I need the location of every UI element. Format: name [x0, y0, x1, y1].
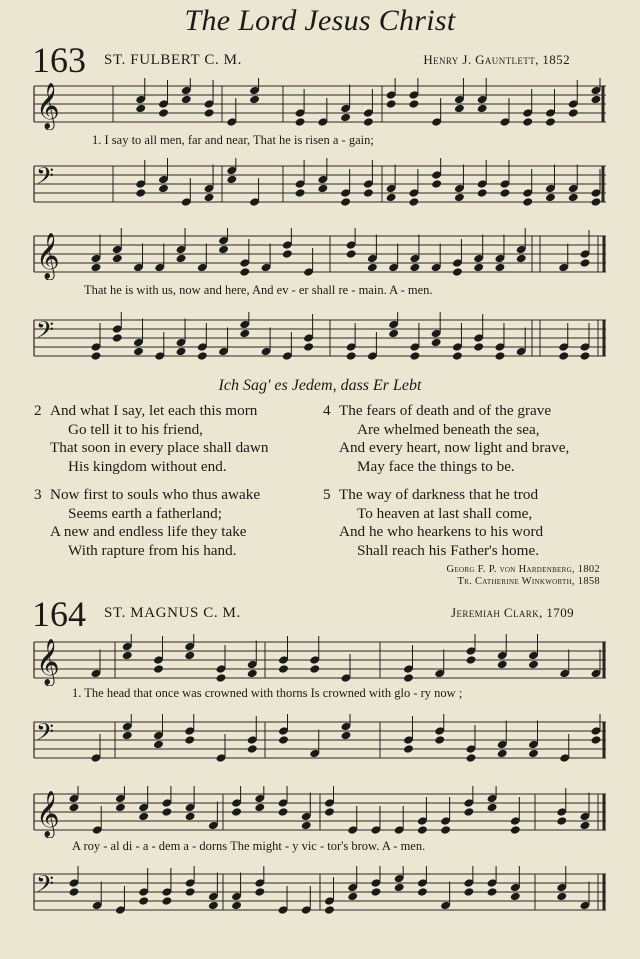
- svg-text:𝄞: 𝄞: [36, 83, 60, 129]
- verse-line: That soon in every place shall dawn: [50, 439, 269, 457]
- verse-line: And every heart, now light and brave,: [339, 439, 570, 457]
- lyric-line: That he is with us, now and here, And ev - er shall re - main. A - men.: [84, 283, 433, 297]
- hymn-subtitle: Ich Sag' es Jedem, dass Er Lebt: [218, 377, 422, 394]
- svg-text:𝄞: 𝄞: [36, 639, 60, 685]
- verse-line: Go tell it to his friend,: [68, 420, 203, 438]
- music-staff: [0, 158, 640, 210]
- composer: Henry J. Gauntlett, 1852: [423, 52, 570, 67]
- music-staff: [0, 228, 640, 280]
- hymn-number: 164: [32, 594, 86, 634]
- page-title: The Lord Jesus Christ: [184, 4, 456, 37]
- svg-text:𝄞: 𝄞: [36, 791, 60, 837]
- hymn-number: 163: [32, 40, 86, 80]
- credit-line: Tr. Catherine Winkworth, 1858: [457, 576, 600, 587]
- svg-text:𝄢: 𝄢: [36, 316, 55, 349]
- tune-name: ST. FULBERT C. M.: [104, 52, 242, 68]
- verse-2: [34, 402, 268, 476]
- verse-line: May face the things to be.: [357, 457, 515, 475]
- music-staff: [0, 866, 640, 918]
- music-staff: [0, 714, 640, 766]
- svg-text:𝄢: 𝄢: [36, 870, 55, 903]
- lyric-line: A roy - al di - a - dem a - dorns The might - y vic - tor's brow. A - men.: [72, 839, 426, 853]
- svg-text:𝄢: 𝄢: [36, 718, 55, 751]
- verse-number: 2: [34, 402, 42, 419]
- verse-line: And what I say, let each this morn: [50, 402, 258, 419]
- lyric-line: 1. The head that once was crowned with thorns Is crowned with glo - ry now ;: [72, 686, 463, 700]
- verse-4: [323, 402, 569, 476]
- music-staff: [0, 634, 640, 686]
- verse-line: To heaven at last shall come,: [357, 504, 533, 522]
- verse-line: Are whelmed beneath the sea,: [357, 420, 540, 438]
- music-staff: [0, 78, 640, 130]
- verse-number: 5: [323, 486, 331, 503]
- verse-line: The way of darkness that he trod: [339, 486, 539, 503]
- verse-line: A new and endless life they take: [50, 523, 247, 541]
- verse-number: 3: [34, 486, 42, 503]
- verse-5: [323, 486, 543, 560]
- verse-line: The fears of death and of the grave: [339, 402, 552, 419]
- verse-line: Now first to souls who thus awake: [50, 486, 261, 503]
- verse-line: With rapture from his hand.: [68, 541, 237, 559]
- verse-line: His kingdom without end.: [68, 457, 227, 475]
- music-staff: [0, 312, 640, 364]
- composer: Jeremiah Clark, 1709: [451, 605, 574, 620]
- verse-3: [34, 486, 260, 560]
- svg-text:𝄢: 𝄢: [36, 162, 55, 195]
- lyric-line: 1. I say to all men, far and near, That he is risen a - gain;: [92, 133, 374, 147]
- svg-text:𝄞: 𝄞: [36, 233, 60, 279]
- verse-line: And he who hearkens to his word: [339, 523, 544, 541]
- verse-line: Shall reach his Father's home.: [357, 541, 539, 559]
- credit-line: Georg F. P. von Hardenberg, 1802: [446, 564, 600, 575]
- verse-number: 4: [323, 402, 331, 419]
- verse-line: Seems earth a fatherland;: [68, 504, 222, 522]
- music-staff: [0, 786, 640, 838]
- author-credit: [447, 564, 600, 588]
- tune-name: ST. MAGNUS C. M.: [104, 605, 241, 621]
